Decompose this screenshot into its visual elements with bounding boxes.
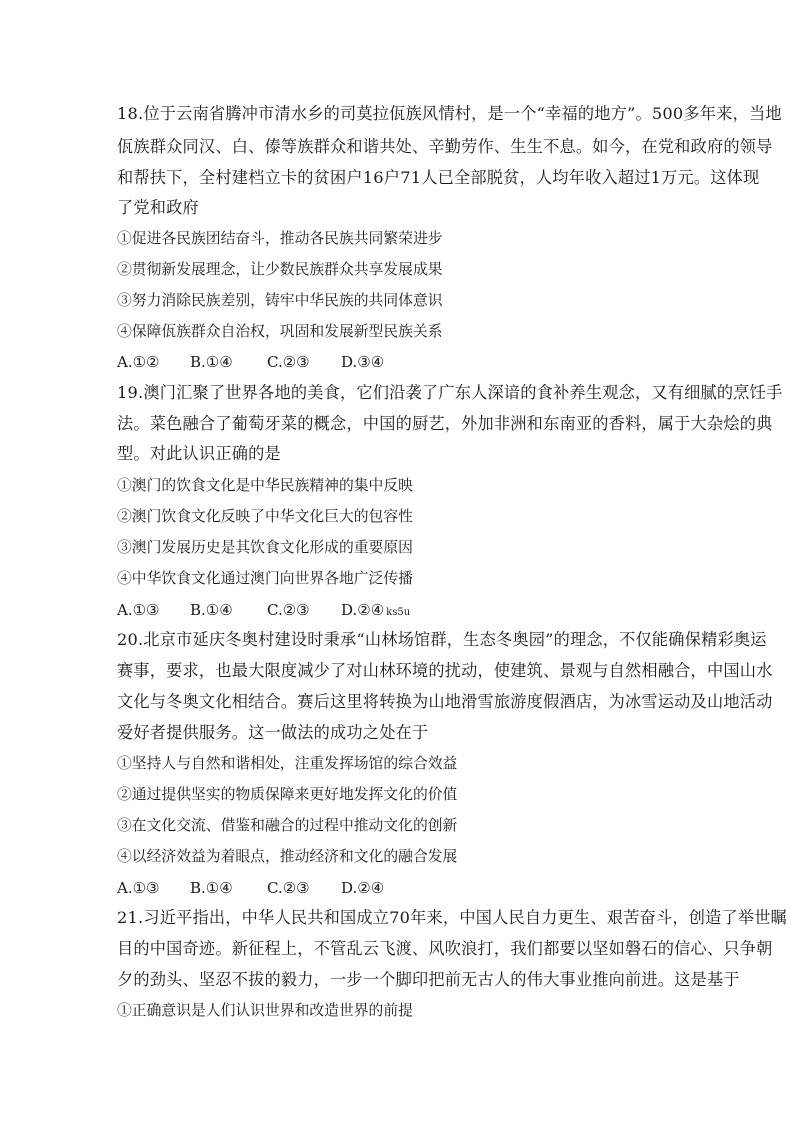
question-19-option-1: ①澳门的饮食文化是中华民族精神的集中反映 xyxy=(117,477,413,494)
question-21-option-1: ①正确意识是人们认识世界和改造世界的前提 xyxy=(117,1002,413,1019)
question-19-stem-line-2: 法。菜色融合了葡萄牙菜的概念，中国的厨艺，外加非洲和东南亚的香料，属于大杂烩的典 xyxy=(117,414,773,433)
question-18-option-4: ④保障佤族群众自治权，巩固和发展新型民族关系 xyxy=(117,323,443,340)
question-20-answer-a: A.①③ xyxy=(117,879,160,897)
question-20-option-3: ③在文化交流、借鉴和融合的过程中推动文化的创新 xyxy=(117,817,458,834)
question-18-option-1: ①促进各民族团结奋斗，推动各民族共同繁荣进步 xyxy=(117,230,443,247)
question-19-option-4: ④中华饮食文化通过澳门向世界各地广泛传播 xyxy=(117,570,413,587)
question-20-answers xyxy=(117,878,384,898)
question-18-stem-line-2: 佤族群众同汉、白、傣等族群众和谐共处、辛勤劳作、生生不息。如今，在党和政府的领导 xyxy=(117,137,773,156)
question-19-answer-d: D.②④ xyxy=(341,601,385,619)
question-19-answers xyxy=(117,600,410,623)
question-18-answer-d: D.③④ xyxy=(341,353,385,371)
question-20-stem-line-4: 爱好者提供服务。这一做法的成功之处在于 xyxy=(117,723,429,742)
question-20-option-2: ②通过提供坚实的物质保障来更好地发挥文化的价值 xyxy=(117,786,458,803)
question-20-option-1: ①坚持人与自然和谐相处，注重发挥场馆的综合效益 xyxy=(117,755,458,772)
question-20-stem-line-2: 赛事，要求，也最大限度减少了对山林环境的扰动，使建筑、景观与自然相融合，中国山水 xyxy=(117,661,773,680)
question-19-stem-line-3: 型。对此认识正确的是 xyxy=(117,444,281,463)
question-19-answer-c: C.②③ xyxy=(267,601,310,619)
question-18-answers xyxy=(117,352,384,372)
question-20-stem-line-1: 20.北京市延庆冬奥村建设时秉承“山林场馆群，生态冬奥园”的理念，不仅能确保精彩奥运 xyxy=(117,630,767,649)
question-21-stem-line-1: 21.习近平指出，中华人民共和国成立70年来，中国人民自力更生、艰苦奋斗，创造了举世瞩 xyxy=(117,908,788,927)
question-19-answer-b: B.①④ xyxy=(190,601,233,619)
question-19-answer-a: A.①③ xyxy=(117,601,160,619)
question-18-answer-a: A.①② xyxy=(117,353,160,371)
question-18-option-3: ③努力消除民族差别，铸牢中华民族的共同体意识 xyxy=(117,292,443,309)
question-20-option-4: ④以经济效益为着眼点，推动经济和文化的融合发展 xyxy=(117,848,458,865)
question-19-stem-line-1: 19.澳门汇聚了世界各地的美食，它们沿袭了广东人深谙的食补养生观念，又有细腻的烹饪手 xyxy=(117,383,783,402)
question-18-stem-line-3: 和帮扶下，全村建档立卡的贫困户16户71人已全部脱贫，人均年收入超过1万元。这体现 xyxy=(117,168,760,187)
question-20-answer-c: C.②③ xyxy=(267,879,310,897)
question-18-answer-b: B.①④ xyxy=(190,353,233,371)
question-20-answer-d: D.②④ xyxy=(341,879,385,897)
question-20-stem-line-3: 文化与冬奥文化相结合。赛后这里将转换为山地滑雪旅游度假酒店，为冰雪运动及山地活动 xyxy=(117,692,773,711)
question-21-stem-line-3: 夕的劲头、坚忍不拔的毅力，一步一个脚印把前无古人的伟大事业推向前进。这是基于 xyxy=(117,970,740,989)
question-18-stem-line-4: 了党和政府 xyxy=(117,198,199,217)
question-18-answer-c: C.②③ xyxy=(267,353,310,371)
question-19-option-2: ②澳门饮食文化反映了中华文化巨大的包容性 xyxy=(117,508,413,525)
question-18-option-2: ②贯彻新发展理念，让少数民族群众共享发展成果 xyxy=(117,261,443,278)
watermark-text: ks5u xyxy=(386,607,411,618)
question-19-option-3: ③澳门发展历史是其饮食文化形成的重要原因 xyxy=(117,539,413,556)
question-20-answer-b: B.①④ xyxy=(190,879,233,897)
question-21-stem-line-2: 目的中国奇迹。新征程上，不管乱云飞渡、风吹浪打，我们都要以坚如磐石的信心、只争朝 xyxy=(117,939,773,958)
question-18-stem-line-1: 18.位于云南省腾冲市清水乡的司莫拉佤族风情村，是一个“幸福的地方”。500多年来，当地 xyxy=(117,104,782,123)
